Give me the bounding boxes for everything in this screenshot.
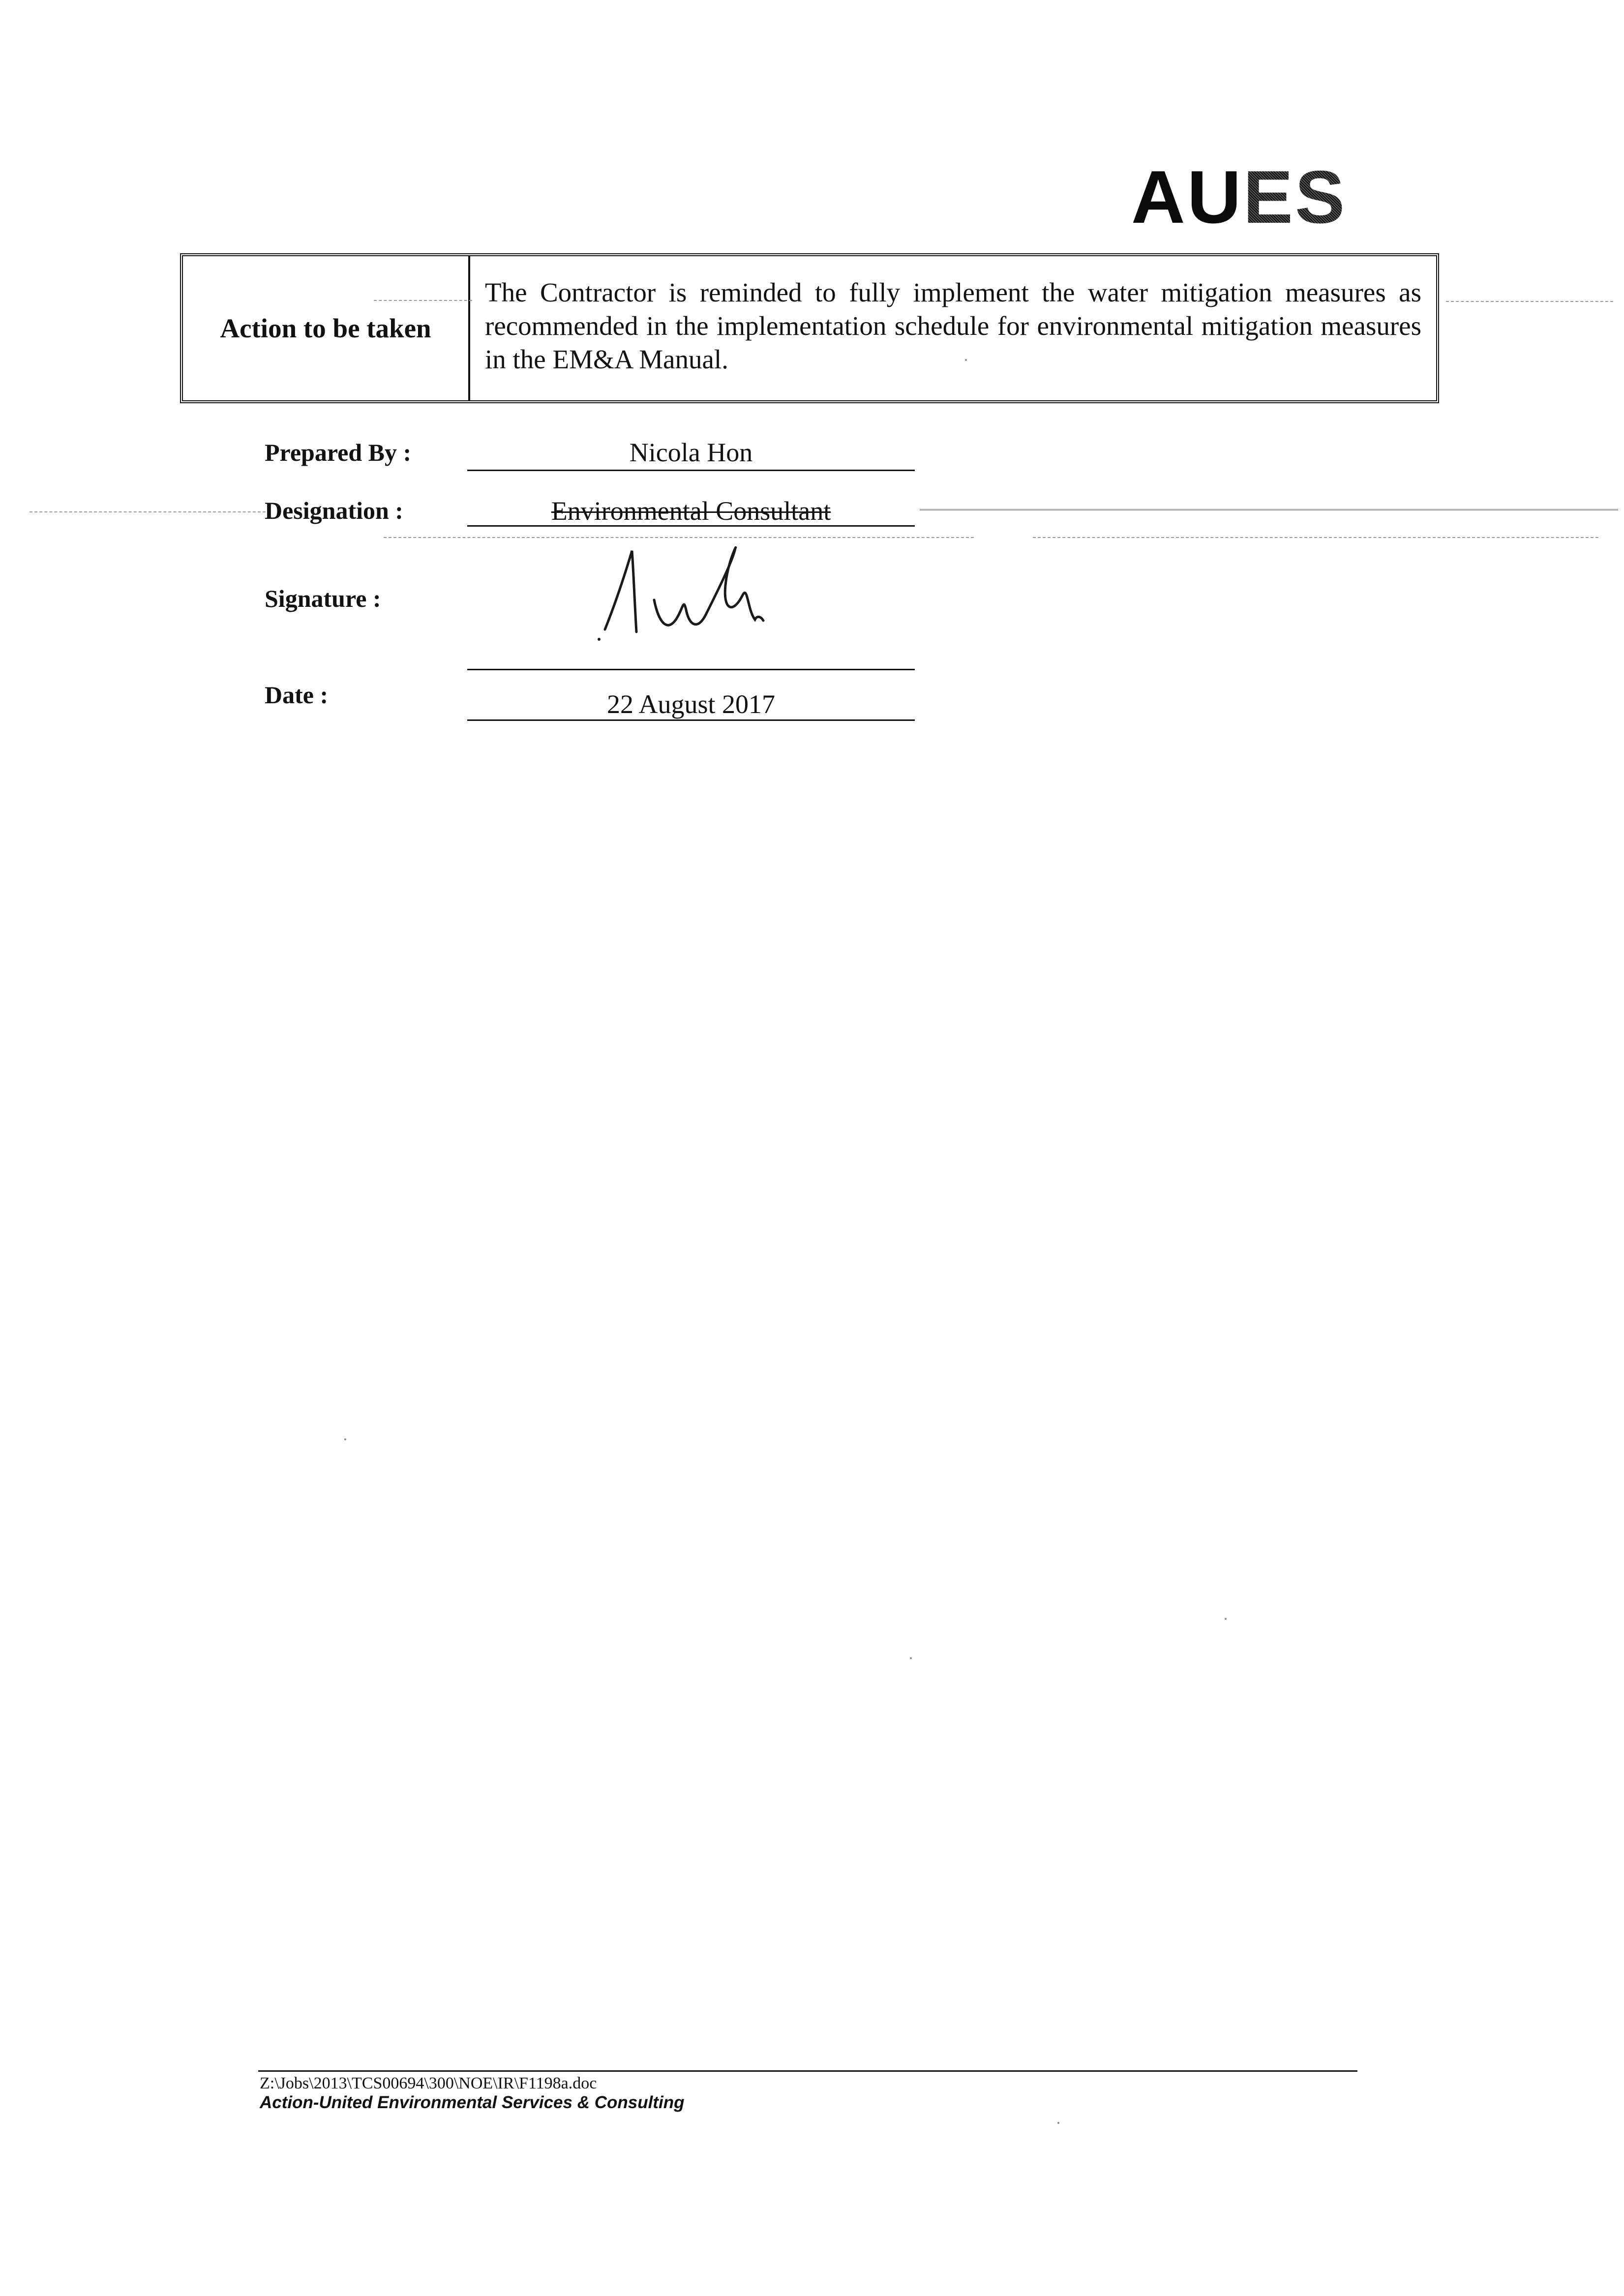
logo-text-accent: ES	[1243, 155, 1347, 239]
date-value: 22 August 2017	[606, 689, 776, 719]
designation-value: Environmental Consultant	[551, 496, 831, 526]
scan-artifact-line	[384, 537, 974, 538]
scan-speck	[965, 359, 967, 361]
scan-artifact-line	[1033, 537, 1598, 538]
footer-divider	[258, 2070, 1357, 2072]
scan-speck	[1225, 1618, 1227, 1620]
footer-company-name: Action-United Environmental Services & Consulting	[260, 2093, 685, 2112]
prepared-by-value: Nicola Hon	[629, 438, 753, 467]
designation-underline	[467, 525, 915, 527]
signature-underline	[467, 669, 915, 670]
scan-artifact-line	[920, 509, 1618, 510]
date-underline	[467, 719, 915, 721]
prepared-by-label: Prepared By :	[265, 439, 412, 466]
signature-label: Signature :	[265, 585, 381, 612]
scan-speck	[344, 1438, 346, 1440]
action-table	[180, 253, 1439, 403]
designation-label: Designation :	[265, 497, 403, 524]
scan-artifact-line	[1446, 301, 1613, 302]
action-text: The Contractor is reminded to fully implement the water mitigation measures as recommended in the implementation schedule for environmental mitigation measures in the EM&A Manual.	[485, 277, 1421, 374]
handwritten-signature	[585, 541, 802, 654]
company-logo	[1131, 155, 1347, 239]
prepared-by-underline	[467, 470, 915, 471]
scan-artifact-line	[374, 300, 472, 301]
scan-speck	[910, 1657, 912, 1659]
action-label: Action to be taken	[183, 256, 470, 400]
logo-text-main: AU	[1131, 155, 1243, 239]
footer-file-path: Z:\Jobs\2013\TCS00694\300\NOE\IR\F1198a.doc	[260, 2074, 597, 2092]
scan-artifact-line	[30, 511, 266, 512]
date-label: Date :	[265, 681, 329, 709]
scan-speck	[1057, 2122, 1059, 2124]
